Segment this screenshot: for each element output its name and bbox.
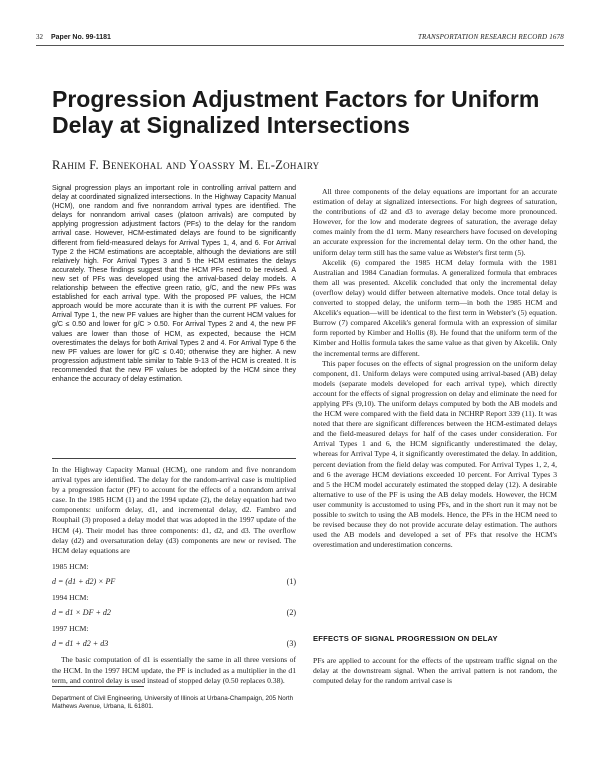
equation-1-label: 1985 HCM: <box>52 561 89 571</box>
equation-2-number: (2) <box>286 608 296 618</box>
body-paragraph-4: Akcelik (6) compared the 1985 HCM delay formula with the 1981 Australian and 1984 Canadian formulas. A generalized formula that embraces them all was presented. Akcelik concluded that only the incremental delay (overflow delay) would differ between alternative models. Once total delay is converted to stopped delay, the uniform term—in both the 1985 HCM and Akcelik's equation—will be identical to the first term in Webster's (5) equation. Burrow (7) compared Akcelik's general formula with an expression of similar form reported by Kimber and Hollis (8). He found that the uniform term of the Kimber and Hollis formula takes the same value as that given by Akcelik. Only the incremental terms are different. <box>313 257 557 358</box>
author-affiliation-footnote: Department of Civil Engineering, University of Illinois at Urbana-Champaign, 205 North Mathews Avenue, Urbana, IL 61801. <box>52 695 294 711</box>
header-rule <box>36 45 564 46</box>
author-line <box>52 158 319 173</box>
equation-1-expr: d = (d1 + d2) × PF <box>52 576 116 586</box>
body-paragraph-2: The basic computation of d1 is essentially the same in all three versions of the HCM. In the 1997 HCM update, the PF is included as a multiplier in the d1 term, and control delay is used instead of stopped delay (0.50 replaces 0.38). <box>52 655 296 685</box>
page-number: 32 <box>36 33 43 41</box>
equation-1 <box>52 577 296 587</box>
abstract-text: Signal progression plays an important role in controlling arrival pattern and delay at coordinated signalized intersections. In the Highway Capacity Manual (HCM), one random and five nonrandom arrival types are identified. The delays for nonrandom arrival cases (platoon arrivals) are computed by applying progression adjustment factors (PFs) to the delay for the random arrival case. However, HCM-estimated delays are found to be significantly different from field-measured delays for Arrival Types 1, 4, and 6. For Arrival Type 2 the HCM estimations are acceptable, although the deviations are still relatively high. For Arrival Types 3 and 5 the HCM estimates the delays accurately. These findings suggest that the HCM PFs need to be revised. A new set of PFs was developed using the arrival-based delay models. A relationship between the effective green ratio, g/C, and the new PFs was established for each arrival type. With the proposed PF values, the HCM approach would be more accurate than it is with the current PF values. For Arrival Type 1, the new PF values are higher than the current HCM values for g/C ≤ 0.50 and lower for g/C > 0.50. For Arrival Types 2 and 4, the new PF values are lower than those of HCM, as expected, because the HCM overestimates the delays for both Arrival Types 2 and 4. For Arrival Type 6 the new PF values are lower for g/C ≤ 0.40; otherwise they are higher. A new progression adjustment table similar to Table 9-13 of the HCM is created. It is recommended that the new PF values be adopted by the HCM since they enhance the accuracy of delay estimation. <box>52 185 296 383</box>
running-header <box>36 31 564 43</box>
paper-title: Progression Adjustment Factors for Uniform Delay at Signalized Intersections <box>52 86 540 138</box>
section-heading: EFFECTS OF SIGNAL PROGRESSION ON DELAY <box>313 634 498 643</box>
equation-3-expr: d = d1 + d2 + d3 <box>52 639 109 649</box>
body-paragraph-5: This paper focuses on the effects of signal progression on the uniform delay component, d1. Uniform delays were computed using arrival-based (AB) delay models (separate models developed for each arrival type), which directly account for the effects of signal progression on delay and eliminate the need for applying PFs (9,10). The uniform delays computed by both the AB models and the HCM were compared with the field data in NCHRP Report 339 (11). It was noted that there are significant differences between the HCM-estimated delays and the field-measured delays for half of the cases under consideration. For Arrival Types 1 and 6, the HCM significantly underestimated the delay, whereas for Arrival Type 4, it significantly overestimated the delay. In addition, percent deviation from the field delay was computed. For Arrival Types 1, 2, 4, and 6 the average HCM deviations exceeded 10 percent. For Arrival Types 3 and 5 the HCM model accurately estimated the stopped delay (12). A desirable alternative to use of the PF is using the AB delay models. However, the HCM user community is accustomed to using PFs, and in the short run it may not be possible to switch to using the AB models. Hence, the PFs in the HCM need to be revised because they do not provide accurate delay estimation. The authors used the AB models and developed a set of PFs that resolve the HCM's overestimation and underestimation concerns. <box>313 358 557 550</box>
author-names: Rahim F. Benekohal and Yoassry M. El-Zohairy <box>52 158 320 172</box>
body-paragraph-6: PFs are applied to account for the effects of the upstream traffic signal on the delay at the downstream signal. When the arrival pattern is not random, the computed delay for the random arrival case is <box>313 656 557 686</box>
body-paragraph-3: All three components of the delay equations are important for an accurate estimation of delay at signalized intersections. For high degrees of saturation, the contributions of d2 and d3 to average delay become more pronounced. However, for the low and moderate degrees of saturation, the average delay comes mainly from the d1 term. Many researchers have focused on developing an accurate expression for the incremental delay term. On the other hand, the uniform delay term still has the same value as Webster's first term (5). <box>313 187 557 257</box>
body-paragraph-1: In the Highway Capacity Manual (HCM), one random and five nonrandom arrival types are identified. The delay for the random-arrival case is multiplied by a progression factor (PF) to account for the effects of a nonrandom arrival case. In the 1985 HCM (1) and the 1994 update (2), the delay equation had two components: uniform delay, d1, and incremental delay, d2. Fambro and Rouphail (3) proposed a delay model that was adopted in the 1997 update of the HCM (4). Their model has three components: d1, d2, and d3. The overflow delay (d2) and oversaturation delay (d3) components are new or revised. The HCM delay equations are <box>52 465 296 555</box>
abstract-rule <box>52 458 296 459</box>
right-column-body <box>313 187 557 550</box>
equation-2-label: 1994 HCM: <box>52 593 89 603</box>
equation-1-number: (1) <box>286 576 296 586</box>
equation-2-expr: d = d1 × DF + d2 <box>52 608 111 618</box>
paper-number: Paper No. 99-1181 <box>51 33 111 41</box>
footnote-rule <box>52 686 144 687</box>
journal-name: TRANSPORTATION RESEARCH RECORD 1678 <box>417 33 564 41</box>
equation-3-number: (3) <box>286 639 296 649</box>
equation-3-label: 1997 HCM: <box>52 624 89 634</box>
equation-2 <box>52 608 296 618</box>
equation-3 <box>52 639 296 649</box>
right-column-section-body <box>313 656 557 686</box>
left-column-body <box>52 465 296 686</box>
abstract <box>52 184 296 384</box>
